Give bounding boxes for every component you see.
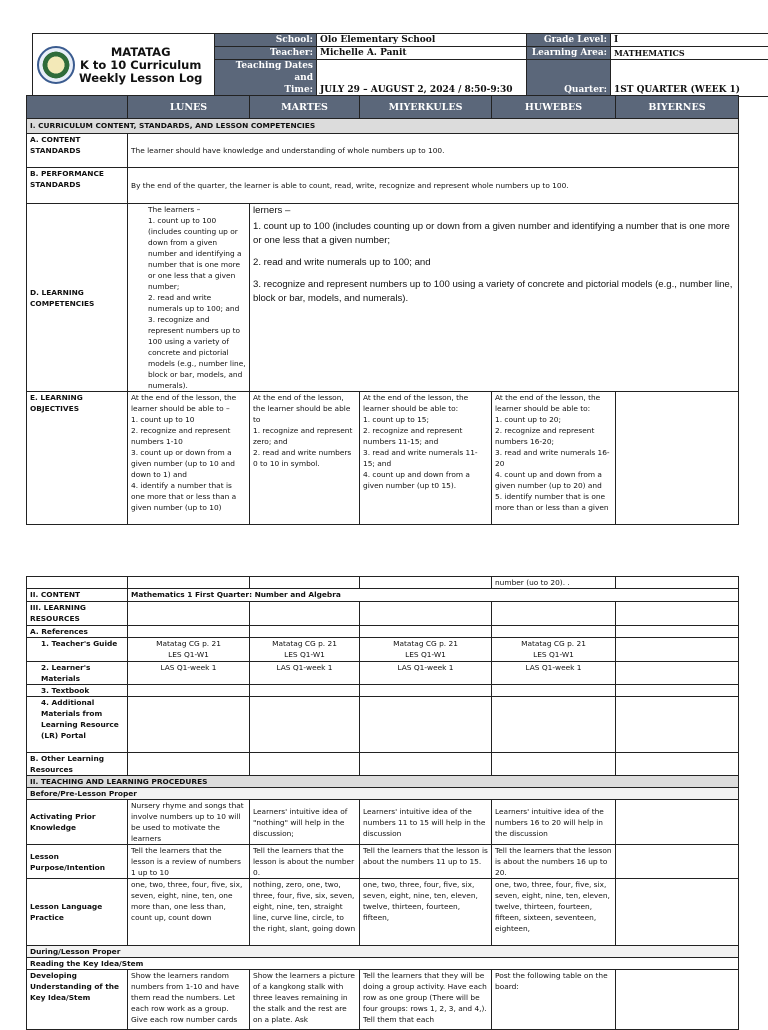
developing-martes: Show the learners a picture of a kangkong stalk with three leaves remaining in the stalk and the rest are on a plate. Ask xyxy=(250,970,360,1030)
empty-cell xyxy=(128,697,250,753)
empty-cell xyxy=(492,697,616,753)
dates-label-2: Time: xyxy=(215,84,317,97)
day-header-miyerkules: MIYERKULES xyxy=(360,96,492,119)
empty-cell xyxy=(360,685,492,697)
competency-small-line: 3. recognize and represent numbers up to 100 using a variety of concrete and pictorial models (e.g., number line, block or bar, models, and numerals). xyxy=(148,314,246,391)
deped-logo-cell xyxy=(33,34,215,97)
lesson-purpose-lunes: Tell the learners that the lesson is a review of numbers 1 up to 10 xyxy=(128,845,250,879)
learners-materials-label: 2. Learner's Materials xyxy=(27,662,128,685)
empty-cell xyxy=(492,626,616,638)
empty-cell xyxy=(128,685,250,697)
learners-materials-huwebes: LAS Q1-week 1 xyxy=(492,662,616,685)
carry-cell xyxy=(250,577,360,589)
learners-materials-lunes: LAS Q1-week 1 xyxy=(128,662,250,685)
empty-cell xyxy=(360,626,492,638)
language-practice-huwebes: one, two, three, four, five, six, seven, eight, nine, ten, eleven, twelve, thirteen, fourteen, fifteen, sixteen, seventeen, eighteen, xyxy=(492,879,616,946)
objectives-biyernes xyxy=(616,392,739,525)
prior-knowledge-biyernes xyxy=(616,800,739,845)
competency-big-line: 2. read and write numerals up to 100; and xyxy=(253,256,735,270)
learners-materials-biyernes xyxy=(616,662,739,685)
lesson-purpose-label: Lesson Purpose/Intention xyxy=(27,845,128,879)
dates-value: JULY 29 – AUGUST 2, 2024 / 8:50-9:30 xyxy=(317,60,527,97)
performance-standards-value: By the end of the quarter, the learner is able to count, read, write, recognize and represent whole numbers up to 100. xyxy=(128,168,739,204)
logo-line-3: Weekly Lesson Log xyxy=(79,72,202,85)
prior-knowledge-martes: Learners' intuitive idea of "nothing" will help in the discussion; xyxy=(250,800,360,845)
empty-cell xyxy=(616,753,739,776)
developing-huwebes: Post the following table on the board: xyxy=(492,970,616,1030)
other-resources-label: B. Other Learning Resources xyxy=(27,753,128,776)
teachers-guide-martes: Matatag CG p. 21 LES Q1-W1 xyxy=(250,638,360,662)
teachers-guide-lunes: Matatag CG p. 21 LES Q1-W1 xyxy=(128,638,250,662)
textbook-label: 3. Textbook xyxy=(27,685,128,697)
developing-understanding-label: Developing Understanding of the Key Idea/Stem xyxy=(27,970,128,1030)
school-label: School: xyxy=(215,34,317,47)
learners-materials-miyerkules: LAS Q1-week 1 xyxy=(360,662,492,685)
content-label: II. CONTENT xyxy=(27,589,128,602)
day-header-blank xyxy=(27,96,128,119)
quarter-label: Quarter: xyxy=(527,60,611,97)
logo-line-2: K to 10 Curriculum xyxy=(79,59,202,72)
empty-cell xyxy=(492,753,616,776)
empty-cell xyxy=(360,753,492,776)
competency-small-line: 2. read and write numerals up to 100; and xyxy=(148,292,246,314)
reading-key-idea-label: Reading the Key Idea/Stem xyxy=(27,958,739,970)
empty-cell xyxy=(128,753,250,776)
teachers-guide-label: 1. Teacher's Guide xyxy=(27,638,128,662)
objectives-miyerkules: At the end of the lesson, the learner should be able to: 1. count up to 15; 2. recognize and represent numbers 11-15; and 3. read and write numerals 11-15; and 4. count up and down from a given number (up t0 15). xyxy=(360,392,492,525)
objectives-martes: At the end of the lesson, the learner should be able to 1. recognize and represent zero; and 2. read and write numbers 0 to 10 in symbol. xyxy=(250,392,360,525)
competencies-label: D. LEARNING COMPETENCIES xyxy=(27,204,128,392)
references-label: A. References xyxy=(27,626,128,638)
prior-knowledge-miyerkules: Learners' intuitive idea of the numbers 11 to 15 will help in the discussion xyxy=(360,800,492,845)
prior-knowledge-huwebes: Learners' intuitive idea of the numbers 16 to 20 will help in the discussion xyxy=(492,800,616,845)
dates-label-1: Teaching Dates and xyxy=(215,60,317,85)
empty-cell xyxy=(250,753,360,776)
learners-materials-martes: LAS Q1-week 1 xyxy=(250,662,360,685)
developing-miyerkules: Tell the learners that they will be doing a group activity. Have each row as one group (There will be four groups: rows 1, 2, 3, and 4,). Tell them that each xyxy=(360,970,492,1030)
content-standards-value: The learner should have knowledge and understanding of whole numbers up to 100. xyxy=(128,134,739,168)
additional-materials-label: 4. Additional Materials from Learning Resource (LR) Portal xyxy=(27,697,128,753)
day-header-lunes: LUNES xyxy=(128,96,250,119)
empty-cell xyxy=(360,697,492,753)
procedures-label: II. TEACHING AND LEARNING PROCEDURES xyxy=(27,776,739,788)
content-value: Mathematics 1 First Quarter: Number and Algebra xyxy=(128,589,739,602)
empty-cell xyxy=(616,602,739,626)
objectives-lunes: At the end of the lesson, the learner should be able to – 1. count up to 10 2. recognize and represent numbers 1-10 3. count up or down from a given number (up to 10 and down to 1) and 4. identify a number that is one more that or less than a given number (up to 10) xyxy=(128,392,250,525)
language-practice-martes: nothing, zero, one, two, three, four, five, six, seven, eight, nine, ten, straight line, curve line, circle, to the right, slant, going down xyxy=(250,879,360,946)
empty-cell xyxy=(250,697,360,753)
empty-cell xyxy=(360,602,492,626)
empty-cell xyxy=(492,685,616,697)
lesson-purpose-miyerkules: Tell the learners that the lesson is about the numbers 11 up to 15. xyxy=(360,845,492,879)
carry-cell xyxy=(360,577,492,589)
during-lesson-label: During/Lesson Proper xyxy=(27,946,739,958)
lesson-purpose-martes: Tell the learners that the lesson is about the number 0. xyxy=(250,845,360,879)
language-practice-biyernes xyxy=(616,879,739,946)
carry-cell xyxy=(616,577,739,589)
competency-big-line: 3. recognize and represent numbers up to 100 using a variety of concrete and pictorial models (e.g., number line, block or bar, models, and numerals). xyxy=(253,278,735,306)
section-curriculum: I. CURRICULUM CONTENT, STANDARDS, AND LESSON COMPETENCIES xyxy=(27,119,739,134)
developing-biyernes xyxy=(616,970,739,1030)
resources-label: III. LEARNING RESOURCES xyxy=(27,602,128,626)
deped-seal-icon xyxy=(37,46,75,84)
lesson-log-table-1 xyxy=(26,95,739,525)
competency-small-line: 1. count up to 100 (includes counting up or down from a given number and identifying a number that is one more or one less that a given number; xyxy=(148,215,246,292)
empty-cell xyxy=(128,626,250,638)
teachers-guide-huwebes: Matatag CG p. 21 LES Q1-W1 xyxy=(492,638,616,662)
matatag-logo-text xyxy=(79,46,202,85)
competencies-small-text xyxy=(128,204,250,392)
lesson-purpose-huwebes: Tell the learners that the lesson is about the numbers 16 up to 20. xyxy=(492,845,616,879)
empty-cell xyxy=(250,602,360,626)
empty-cell xyxy=(616,685,739,697)
teacher-label: Teacher: xyxy=(215,47,317,60)
developing-lunes: Show the learners random numbers from 1-10 and have them read the numbers. Let each row work as a group. Give each row number cards xyxy=(128,970,250,1030)
carry-over-text: number (uo to 20). . xyxy=(492,577,616,589)
empty-cell xyxy=(616,626,739,638)
empty-cell xyxy=(128,602,250,626)
competency-big-line: lerners – xyxy=(253,204,735,218)
logo-line-1: MATATAG xyxy=(79,46,202,59)
day-header-biyernes: BIYERNES xyxy=(616,96,739,119)
carry-cell xyxy=(27,577,128,589)
competency-big-line: 1. count up to 100 (includes counting up or down from a given number and identifying a number that is one more or one less that a given number; xyxy=(253,220,735,248)
quarter-value: 1ST QUARTER (WEEK 1) xyxy=(611,60,768,97)
objectives-label: E. LEARNING OBJECTIVES xyxy=(27,392,128,525)
language-practice-label: Lesson Language Practice xyxy=(27,879,128,946)
teachers-guide-biyernes xyxy=(616,638,739,662)
content-standards-label: A. CONTENT STANDARDS xyxy=(27,134,128,168)
school-value: Olo Elementary School xyxy=(317,34,527,47)
language-practice-miyerkules: one, two, three, four, five, six, seven, eight, nine, ten, eleven, twelve, thirteen, fourteen, fifteen, xyxy=(360,879,492,946)
competency-small-line: The learners – xyxy=(148,204,246,215)
language-practice-lunes: one, two, three, four, five, six, seven, eight, nine, ten, one more than, one less than, count up, count down xyxy=(128,879,250,946)
prior-knowledge-label: Activating Prior Knowledge xyxy=(27,800,128,845)
performance-standards-label: B. PERFORMANCE STANDARDS xyxy=(27,168,128,204)
objectives-huwebes: At the end of the lesson, the learner should be able to: 1. count up to 20; 2. recognize and represent numbers 16-20; 3. read and write numerals 16-20 4. count up and down from a given number (up to 20) and 5. identify number that is one more than or less than a given xyxy=(492,392,616,525)
empty-cell xyxy=(616,697,739,753)
before-lesson-label: Before/Pre-Lesson Proper xyxy=(27,788,739,800)
prior-knowledge-lunes: Nursery rhyme and songs that involve numbers up to 10 will be used to motivate the learners xyxy=(128,800,250,845)
empty-cell xyxy=(250,685,360,697)
header-table xyxy=(32,33,768,97)
grade-label: Grade Level: xyxy=(527,34,611,47)
day-header-huwebes: HUWEBES xyxy=(492,96,616,119)
carry-cell xyxy=(128,577,250,589)
competencies-large-text xyxy=(250,204,739,392)
day-header-martes: MARTES xyxy=(250,96,360,119)
lesson-purpose-biyernes xyxy=(616,845,739,879)
area-label: Learning Area: xyxy=(527,47,611,60)
teachers-guide-miyerkules: Matatag CG p. 21 LES Q1-W1 xyxy=(360,638,492,662)
empty-cell xyxy=(250,626,360,638)
teacher-value: Michelle A. Panit xyxy=(317,47,527,60)
grade-value: I xyxy=(611,34,768,47)
area-value: MATHEMATICS xyxy=(611,47,768,60)
empty-cell xyxy=(492,602,616,626)
lesson-log-table-2 xyxy=(26,576,739,1030)
